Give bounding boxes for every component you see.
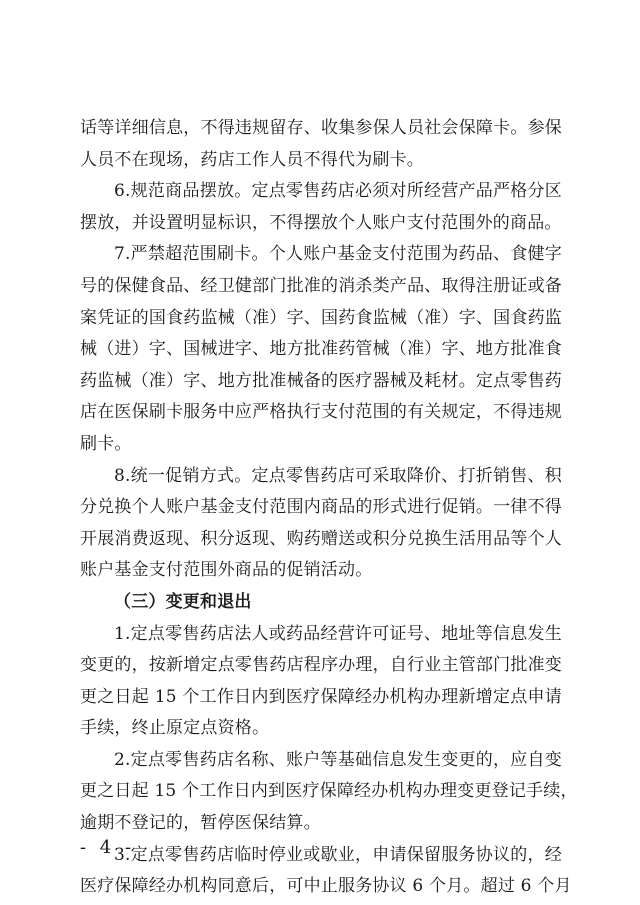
text-line: 分兑换个人账户基金支付范围内商品的形式进行促销。一律不得 (80, 497, 562, 518)
text-line: 更之日起 15 个工作日内到医疗保障经办机构办理变更登记手续， (80, 781, 578, 802)
text-line: 逾期不登记的，暂停医保结算。 (80, 813, 321, 834)
text-line: 话等详细信息，不得违规留存、收集参保人员社会保障卡。参保 (80, 118, 562, 138)
text-line: 更之日起 15 个工作日内到医疗保障经办机构办理新增定点申请 (80, 686, 562, 707)
text-line: 变更的，按新增定点零售药店程序办理，自行业主管部门批准变 (80, 655, 562, 676)
text-line: 开展消费返现、积分返现、购药赠送或积分兑换生活用品等个人 (80, 528, 562, 549)
body-text (80, 113, 578, 903)
text-line: 1.定点零售药店法人或药品经营许可证号、地址等信息发生 (114, 623, 562, 644)
text-line: 账户基金支付范围外商品的促销活动。 (80, 560, 373, 581)
text-line: 药监械（准）字、地方批准械备的医疗器械及耗材。定点零售药 (80, 370, 562, 391)
text-line: 手续，终止原定点资格。 (80, 718, 270, 739)
section-heading: （三）变更和退出 (114, 591, 252, 612)
page-number: - 4 - (80, 837, 136, 858)
text-line: 案凭证的国食药监械（准）字、国药食监械（准）字、国食药监 (80, 307, 562, 328)
text-line: 号的保健食品、经卫健部门批准的消杀类产品、取得注册证或备 (80, 275, 562, 296)
text-line: 8.统一促销方式。定点零售药店可采取降价、打折销售、积 (114, 465, 562, 486)
text-line: 3.定点零售药店临时停业或歇业，申请保留服务协议的，经 (114, 844, 562, 865)
text-line: 7.严禁超范围刷卡。个人账户基金支付范围为药品、食健字 (114, 244, 562, 265)
text-line: 店在医保刷卡服务中应严格执行支付范围的有关规定，不得违规 (80, 402, 562, 423)
text-line: 械（进）字、国械进字、地方批准药管械（准）字、地方批准食 (80, 339, 562, 360)
text-line: 6.规范商品摆放。定点零售药店必须对所经营产品严格分区 (114, 181, 562, 202)
text-line: 刷卡。 (80, 433, 132, 454)
text-line: 摆放，并设置明显标识，不得摆放个人账户支付范围外的商品。 (80, 212, 562, 233)
text-line: 医疗保障经办机构同意后，可中止服务协议 6 个月。超过 6 个月 (80, 876, 572, 897)
text-line: 2.定点零售药店名称、账户等基础信息发生变更的，应自变 (114, 749, 562, 770)
text-line: 人员不在现场，药店工作人员不得代为刷卡。 (80, 149, 424, 170)
